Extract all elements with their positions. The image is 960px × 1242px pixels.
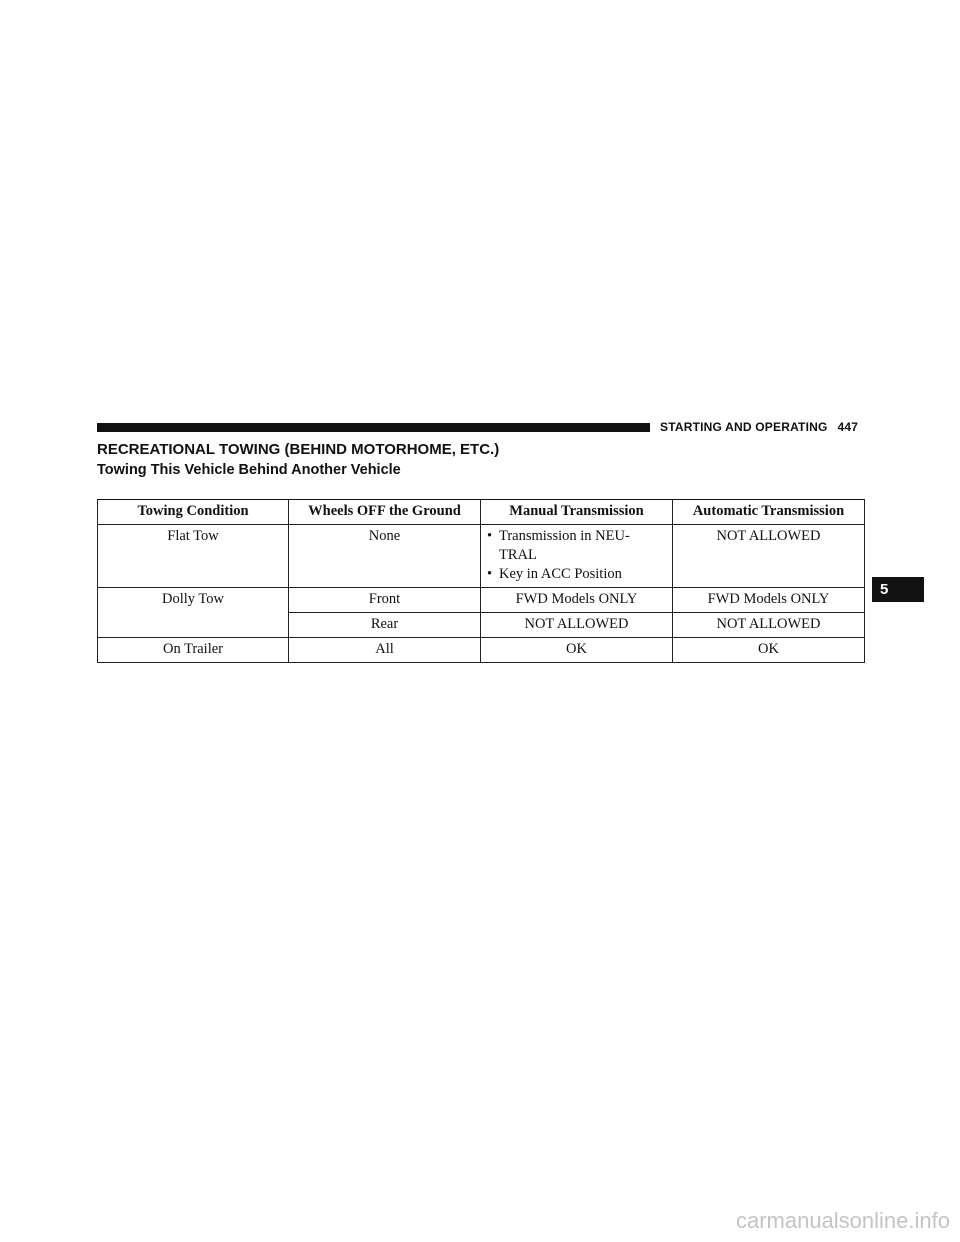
cell-condition: Dolly Tow	[98, 588, 289, 613]
header-wheels-off-ground: Wheels OFF the Ground	[289, 500, 481, 525]
cell-automatic: OK	[673, 638, 865, 663]
cell-wheels: None	[289, 525, 481, 588]
section-label: STARTING AND OPERATING	[660, 420, 828, 434]
cell-automatic: FWD Models ONLY	[673, 588, 865, 613]
cell-manual: NOT ALLOWED	[481, 613, 673, 638]
cell-automatic: NOT ALLOWED	[673, 613, 865, 638]
running-header	[660, 419, 858, 435]
list-item: • Transmission in NEU- TRAL	[485, 527, 668, 565]
cell-automatic: NOT ALLOWED	[673, 525, 865, 588]
chapter-tab: 5	[872, 577, 924, 602]
header-automatic-transmission: Automatic Transmission	[673, 500, 865, 525]
table-row	[98, 588, 865, 613]
cell-manual: FWD Models ONLY	[481, 588, 673, 613]
cell-condition: Flat Tow	[98, 525, 289, 588]
manual-bullet-list	[485, 527, 668, 584]
cell-manual	[481, 525, 673, 588]
cell-wheels: Front	[289, 588, 481, 613]
cell-condition	[98, 613, 289, 638]
cell-condition: On Trailer	[98, 638, 289, 663]
header-rule	[97, 423, 650, 432]
towing-table	[97, 499, 865, 663]
table-row	[98, 613, 865, 638]
cell-wheels: Rear	[289, 613, 481, 638]
cell-wheels: All	[289, 638, 481, 663]
cell-manual: OK	[481, 638, 673, 663]
table-row	[98, 638, 865, 663]
page-number: 447	[837, 420, 859, 434]
page-title: RECREATIONAL TOWING (BEHIND MOTORHOME, ETC.)	[97, 441, 500, 458]
header-towing-condition: Towing Condition	[98, 500, 289, 525]
table-header-row	[98, 500, 865, 525]
watermark: carmanualsonline.info	[735, 1208, 950, 1233]
header-manual-transmission: Manual Transmission	[481, 500, 673, 525]
list-item: • Key in ACC Position	[485, 565, 668, 584]
table-row	[98, 525, 865, 588]
subsection-title: Towing This Vehicle Behind Another Vehicle	[97, 462, 401, 478]
